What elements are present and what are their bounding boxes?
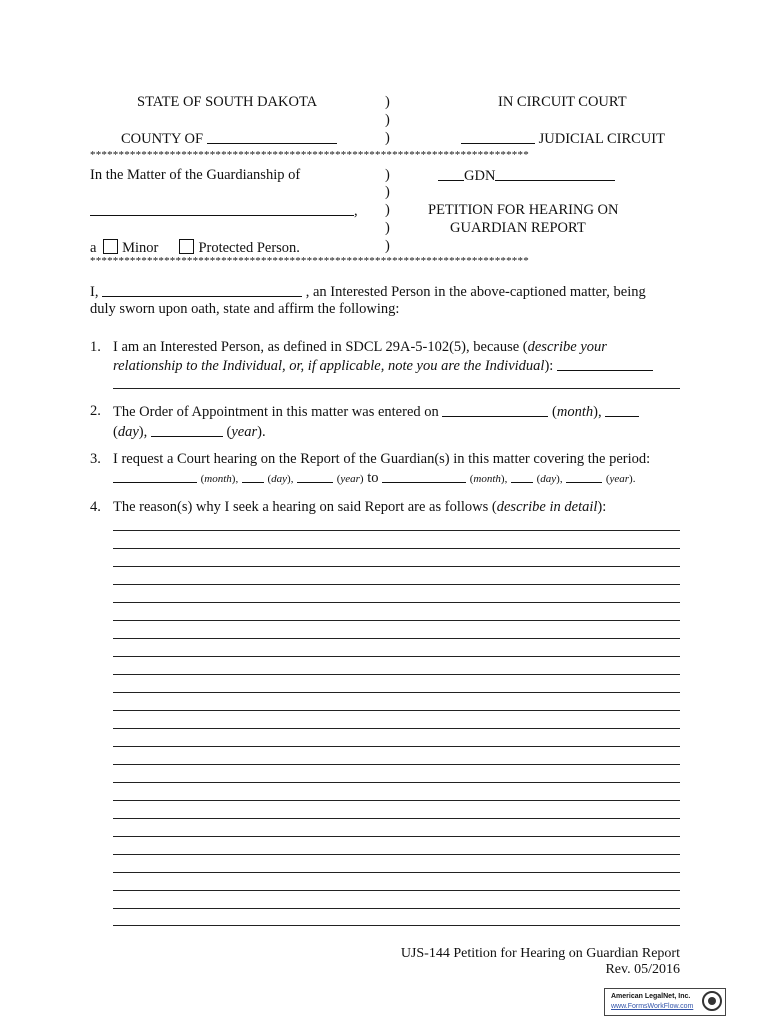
item-number: 2. bbox=[90, 403, 101, 419]
end-year-blank[interactable] bbox=[566, 470, 602, 483]
reason-line[interactable] bbox=[113, 656, 680, 657]
item4-line1: The reason(s) why I seek a hearing on said Report are as follows (describe in detail): bbox=[113, 499, 607, 515]
reason-line[interactable] bbox=[113, 872, 680, 873]
start-year-blank[interactable] bbox=[297, 470, 333, 483]
relationship-blank[interactable] bbox=[557, 358, 653, 371]
gdn-number-blank[interactable] bbox=[495, 168, 615, 181]
county-blank[interactable] bbox=[207, 131, 337, 144]
end-day-blank[interactable] bbox=[511, 470, 533, 483]
minor-checkbox[interactable] bbox=[103, 239, 118, 254]
star-divider: ***************************************************************************** bbox=[90, 256, 529, 267]
item1-line2: relationship to the Individual, or, if applicable, note you are the Individual): bbox=[113, 358, 653, 374]
reason-line[interactable] bbox=[113, 836, 680, 837]
reason-line[interactable] bbox=[113, 584, 680, 585]
status-checkboxes: a Minor Protected Person. bbox=[90, 240, 300, 256]
reason-line[interactable] bbox=[113, 692, 680, 693]
reason-line[interactable] bbox=[113, 925, 680, 926]
item3-line1: I request a Court hearing on the Report of the Guardian(s) in this matter covering the period: bbox=[113, 451, 651, 467]
appointment-day-blank-a[interactable] bbox=[605, 404, 639, 417]
relationship-line[interactable] bbox=[113, 388, 680, 389]
reason-line[interactable] bbox=[113, 746, 680, 747]
reason-line[interactable] bbox=[113, 710, 680, 711]
start-month-blank[interactable] bbox=[113, 470, 197, 483]
reason-line[interactable] bbox=[113, 674, 680, 675]
ward-name-blank[interactable] bbox=[90, 203, 354, 216]
paren: ) bbox=[385, 130, 390, 146]
reason-line[interactable] bbox=[113, 548, 680, 549]
gdn-number: GDN bbox=[438, 168, 615, 184]
item2-line2: (day), (year). bbox=[113, 424, 266, 440]
reason-line[interactable] bbox=[113, 620, 680, 621]
petitioner-name-blank[interactable] bbox=[102, 284, 302, 297]
item3-period: (month), (day), (year) to (month), (day), (year). bbox=[113, 470, 635, 486]
paren: ) bbox=[385, 184, 390, 200]
form-footer bbox=[401, 946, 680, 978]
appointment-month-blank[interactable] bbox=[442, 404, 548, 417]
paren: ) bbox=[385, 94, 390, 110]
reason-line[interactable] bbox=[113, 530, 680, 531]
reason-line[interactable] bbox=[113, 764, 680, 765]
reason-line[interactable] bbox=[113, 890, 680, 891]
paren: ) bbox=[385, 238, 390, 254]
intro-line1: I, , an Interested Person in the above-captioned matter, being bbox=[90, 284, 646, 300]
paren: ) bbox=[385, 202, 390, 218]
form-revision: Rev. 05/2016 bbox=[605, 962, 680, 977]
publisher-name: American LegalNet, Inc. bbox=[611, 993, 691, 1000]
reason-line[interactable] bbox=[113, 854, 680, 855]
appointment-year-blank[interactable] bbox=[151, 424, 223, 437]
circuit-blank[interactable] bbox=[461, 131, 535, 144]
item-number: 3. bbox=[90, 451, 101, 467]
item-number: 4. bbox=[90, 499, 101, 515]
gdn-prefix-blank[interactable] bbox=[438, 168, 464, 181]
matter-heading: In the Matter of the Guardianship of bbox=[90, 167, 301, 183]
reason-line[interactable] bbox=[113, 818, 680, 819]
publisher-badge bbox=[604, 988, 726, 1016]
reason-line[interactable] bbox=[113, 800, 680, 801]
protected-person-checkbox[interactable] bbox=[179, 239, 194, 254]
document-title-line1: PETITION FOR HEARING ON bbox=[428, 202, 619, 218]
item2-line1: The Order of Appointment in this matter was entered on (month), bbox=[113, 404, 639, 420]
item1-line1: I am an Interested Person, as defined in SDCL 29A-5-102(5), because (describe your bbox=[113, 339, 607, 355]
ward-name-line: , bbox=[90, 203, 358, 219]
circuit-heading: JUDICIAL CIRCUIT bbox=[461, 131, 665, 147]
document-title-line2: GUARDIAN REPORT bbox=[450, 220, 586, 236]
reason-line[interactable] bbox=[113, 566, 680, 567]
star-divider: ***************************************************************************** bbox=[90, 150, 529, 161]
paren: ) bbox=[385, 167, 390, 183]
state-heading: STATE OF SOUTH DAKOTA bbox=[137, 94, 318, 110]
item-number: 1. bbox=[90, 339, 101, 355]
county-heading: COUNTY OF bbox=[121, 131, 337, 147]
reason-line[interactable] bbox=[113, 728, 680, 729]
start-day-blank[interactable] bbox=[242, 470, 264, 483]
end-month-blank[interactable] bbox=[382, 470, 466, 483]
publisher-logo-icon bbox=[702, 991, 722, 1011]
paren: ) bbox=[385, 220, 390, 236]
intro-line2: duly sworn upon oath, state and affirm the following: bbox=[90, 301, 400, 317]
form-id: UJS-144 Petition for Hearing on Guardian Report bbox=[400, 946, 680, 961]
publisher-url[interactable]: www.FormsWorkFlow.com bbox=[611, 1003, 694, 1010]
reason-line[interactable] bbox=[113, 782, 680, 783]
court-heading: IN CIRCUIT COURT bbox=[498, 94, 627, 110]
paren: ) bbox=[385, 112, 390, 128]
reason-line[interactable] bbox=[113, 638, 680, 639]
reason-line[interactable] bbox=[113, 602, 680, 603]
reason-line[interactable] bbox=[113, 908, 680, 909]
